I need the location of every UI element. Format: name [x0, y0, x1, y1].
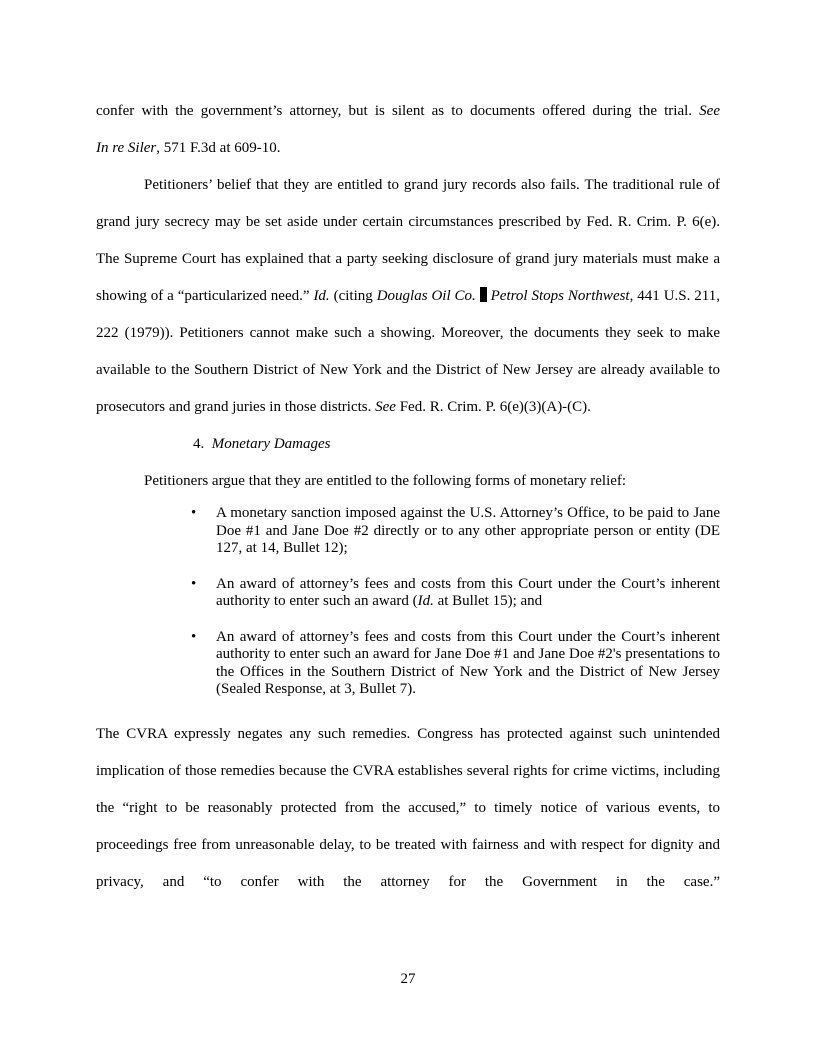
list-intro: Petitioners argue that they are entitled to the following forms of monetary relief:	[144, 473, 627, 489]
list-item-text: at Bullet 15); and	[433, 593, 543, 609]
signal-id: Id.	[313, 288, 330, 304]
case-name: Petrol Stops Northwest	[490, 288, 630, 304]
signal-id: Id.	[417, 593, 434, 609]
list-item	[191, 505, 720, 558]
paragraph-grand-jury	[96, 167, 720, 426]
list-item-text: An award of attorney’s fees and costs from this Court under the Court’s inherent authority to enter such an award (	[216, 575, 720, 609]
citing-text: (citing	[333, 288, 373, 304]
citation: Fed. R. Crim. P. 6(e)(3)(A)-(C).	[399, 399, 591, 415]
signal-see: See	[375, 399, 396, 415]
bullet-marker: •	[191, 628, 197, 645]
paragraph-cvra: The CVRA expressly negates any such remedies. Congress has protected against such unintended implication of those remedies because the CVRA establishes several rights for crime victims, including the “right to be reasonably protected from the accused,” to timely notice of various events, to proceedings free from unreasonable delay, to be treated with fairness and with respect for dignity and privacy, and “to confer with the attorney for the Government in the case.”	[96, 725, 720, 890]
list-item	[191, 628, 720, 699]
relief-list	[96, 505, 720, 699]
bullet-marker: •	[191, 575, 197, 592]
page-number: 27	[400, 971, 416, 987]
paragraph-continuation	[96, 93, 720, 130]
redaction-mark	[480, 287, 487, 302]
case-name: In re Siler	[96, 140, 157, 156]
paragraph-text: confer with the government’s attorney, but is silent as to documents offered during the trial.	[96, 103, 693, 119]
list-item-text: A monetary sanction imposed against the U.S. Attorney’s Office, to be paid to Jane Doe #1 and Jane Doe #2 directly or to any other appropriate person or entity (DE 127, at 14, Bullet 12);	[216, 505, 720, 556]
list-item-text: An award of attorney’s fees and costs from this Court under the Court’s inherent authority to enter such an award for Jane Doe #1 and Jane Doe #2's presentations to the Offices in the Southern District of New York and the District of New Jersey (Sealed Response, at 3, Bullet 7).	[216, 628, 720, 697]
list-item	[191, 575, 720, 611]
citation: , 571 F.3d at 609-10.	[156, 140, 281, 156]
paragraph-text: Petitioners’ belief that they are entitled to grand jury records also fails. The traditional rule of grand jury secrecy may be set aside under certain circumstances prescribed by Fed. R. Crim. P. 6(e). The Supreme Court has explained that a party seeking disclosure of grand jury materials must make a showing of a “particularized need.”	[96, 177, 720, 304]
section-number: 4.	[193, 436, 205, 452]
bullet-marker: •	[191, 505, 197, 521]
section-title: Monetary Damages	[211, 436, 331, 452]
paragraph-text: , 441 U.S. 211, 222 (1979)). Petitioners cannot make such a showing. Moreover, the documents they seek to make available to the Southern District of New York and the District of New Jersey are already available to prosecutors and grand juries in those districts.	[96, 288, 720, 415]
section-heading	[96, 426, 720, 463]
document-page	[96, 93, 720, 901]
case-name: Douglas Oil Co.	[376, 288, 476, 304]
paragraph-citation-line	[96, 130, 720, 167]
signal-see: See	[699, 103, 720, 119]
